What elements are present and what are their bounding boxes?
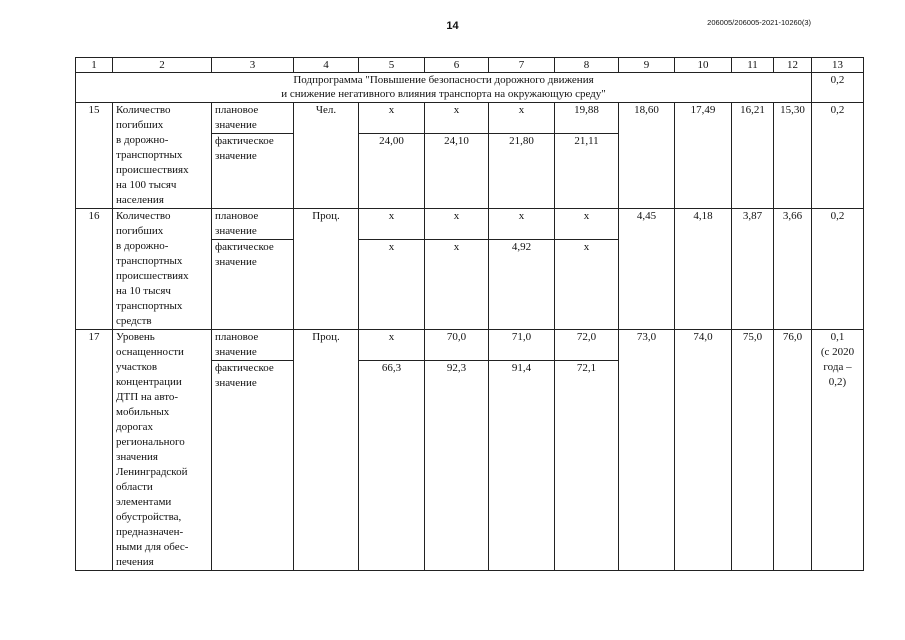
empty-cell bbox=[675, 134, 732, 209]
plan-value: 19,88 bbox=[555, 103, 619, 134]
plan-label: плановое значение bbox=[212, 209, 294, 240]
plan-label: плановое значение bbox=[212, 103, 294, 134]
column-header: 4 bbox=[294, 58, 359, 73]
fact-value: 66,3 bbox=[359, 361, 425, 571]
empty-cell bbox=[774, 361, 812, 571]
empty-cell bbox=[675, 361, 732, 571]
fact-value: 91,4 bbox=[489, 361, 555, 571]
column-header: 11 bbox=[732, 58, 774, 73]
fact-value: 21,80 bbox=[489, 134, 555, 209]
plan-value: 74,0 bbox=[675, 330, 732, 361]
empty-cell bbox=[732, 361, 774, 571]
row-number: 16 bbox=[76, 209, 113, 330]
plan-value: 15,30 bbox=[774, 103, 812, 134]
unit: Чел. bbox=[294, 103, 359, 209]
fact-value: 24,00 bbox=[359, 134, 425, 209]
fact-value: x bbox=[359, 240, 425, 330]
indicator-name: Уровень оснащенности участков концентрации ДТП на авто- мобильных дорогах регионального значения Ленинградской области элементами обустройства, предназначен- ными для обес- печения bbox=[113, 330, 212, 571]
empty-cell bbox=[619, 240, 675, 330]
table-row bbox=[76, 209, 864, 240]
plan-value: x bbox=[425, 103, 489, 134]
fact-value: 72,1 bbox=[555, 361, 619, 571]
column-header: 8 bbox=[555, 58, 619, 73]
empty-cell bbox=[774, 240, 812, 330]
fact-label: фактическое значение bbox=[212, 240, 294, 330]
plan-value: 75,0 bbox=[732, 330, 774, 361]
subprogram-row bbox=[76, 73, 864, 103]
row-number: 17 bbox=[76, 330, 113, 571]
plan-value: x bbox=[489, 103, 555, 134]
indicator-name: Количество погибших в дорожно- транспортных происшествиях на 10 тысяч транспортных средств bbox=[113, 209, 212, 330]
plan-value: 3,66 bbox=[774, 209, 812, 240]
plan-value: 16,21 bbox=[732, 103, 774, 134]
column-header: 10 bbox=[675, 58, 732, 73]
plan-value: 17,49 bbox=[675, 103, 732, 134]
weight-value: 0,2 bbox=[812, 103, 864, 209]
fact-value: 24,10 bbox=[425, 134, 489, 209]
document-code: 206005/206005-2021-10260(3) bbox=[707, 18, 811, 27]
column-header: 6 bbox=[425, 58, 489, 73]
fact-value: 4,92 bbox=[489, 240, 555, 330]
plan-value: 4,18 bbox=[675, 209, 732, 240]
empty-cell bbox=[774, 134, 812, 209]
table-row bbox=[76, 103, 864, 134]
row-number: 15 bbox=[76, 103, 113, 209]
column-header: 9 bbox=[619, 58, 675, 73]
column-header: 12 bbox=[774, 58, 812, 73]
plan-value: x bbox=[489, 209, 555, 240]
table-row bbox=[76, 330, 864, 361]
column-header: 3 bbox=[212, 58, 294, 73]
plan-value: 71,0 bbox=[489, 330, 555, 361]
unit: Проц. bbox=[294, 209, 359, 330]
plan-value: 72,0 bbox=[555, 330, 619, 361]
fact-value: 92,3 bbox=[425, 361, 489, 571]
subprogram-weight: 0,2 bbox=[812, 73, 864, 103]
empty-cell bbox=[619, 361, 675, 571]
fact-label: фактическое значение bbox=[212, 361, 294, 571]
fact-value: 21,11 bbox=[555, 134, 619, 209]
empty-cell bbox=[619, 134, 675, 209]
plan-value: 73,0 bbox=[619, 330, 675, 361]
column-header: 13 bbox=[812, 58, 864, 73]
column-number-row bbox=[76, 58, 864, 73]
plan-label: плановое значение bbox=[212, 330, 294, 361]
unit: Проц. bbox=[294, 330, 359, 571]
column-header: 2 bbox=[113, 58, 212, 73]
plan-value: 4,45 bbox=[619, 209, 675, 240]
fact-value: x bbox=[555, 240, 619, 330]
plan-value: x bbox=[359, 209, 425, 240]
plan-value: x bbox=[359, 330, 425, 361]
empty-cell bbox=[675, 240, 732, 330]
fact-value: x bbox=[425, 240, 489, 330]
empty-cell bbox=[732, 240, 774, 330]
indicators-table bbox=[75, 57, 864, 571]
plan-value: 70,0 bbox=[425, 330, 489, 361]
plan-value: 3,87 bbox=[732, 209, 774, 240]
plan-value: x bbox=[425, 209, 489, 240]
column-header: 5 bbox=[359, 58, 425, 73]
plan-value: x bbox=[555, 209, 619, 240]
weight-value: 0,2 bbox=[812, 209, 864, 330]
page-number: 14 bbox=[446, 20, 459, 32]
plan-value: x bbox=[359, 103, 425, 134]
indicator-name: Количество погибших в дорожно- транспортных происшествиях на 100 тысяч населения bbox=[113, 103, 212, 209]
empty-cell bbox=[732, 134, 774, 209]
column-header: 1 bbox=[76, 58, 113, 73]
subprogram-title: Подпрограмма "Повышение безопасности дорожного движения и снижение негативного влияния транспорта на окружающую среду" bbox=[76, 73, 812, 103]
weight-value: 0,1 (с 2020 года – 0,2) bbox=[812, 330, 864, 571]
plan-value: 18,60 bbox=[619, 103, 675, 134]
fact-label: фактическое значение bbox=[212, 134, 294, 209]
column-header: 7 bbox=[489, 58, 555, 73]
plan-value: 76,0 bbox=[774, 330, 812, 361]
